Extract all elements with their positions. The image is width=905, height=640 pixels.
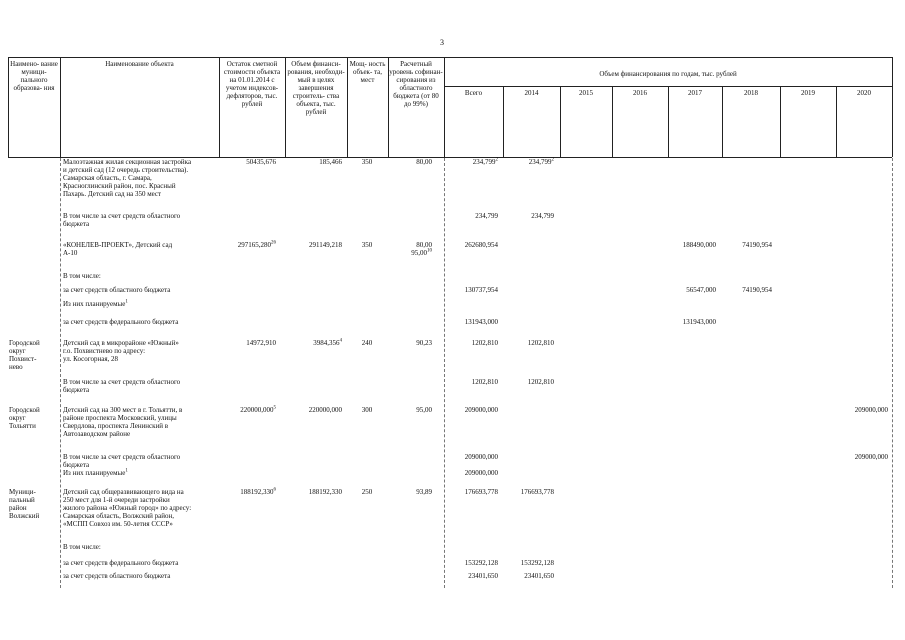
cell-y2018: 74190,954 [742,241,772,249]
header-year-2014: 2014 [524,89,539,97]
header-year-2020: 2020 [857,89,871,97]
footnote-mark: 2 [551,157,554,163]
cell-total: 1202,810 [471,339,498,347]
cell-vol: 220000,000 [308,406,342,414]
cell-vol: 291149,218 [309,241,342,249]
page-number: 3 [440,38,444,47]
cell-lvl: 93,89 [416,488,432,496]
cell-obj: В том числе за счет средств областного бюджета [63,378,181,394]
body-divider [60,158,61,588]
cell-obj: В том числе: [63,272,101,280]
cell-rem: 14972,910 [246,339,276,347]
cell-total: 153292,128 [464,559,498,567]
header-year-2019: 2019 [801,89,815,97]
header-volume: Объем финанси- рования, необходи- мый в целях завершения строитель- ства объекта, тыс. рублей [287,60,345,116]
cell-obj: Детский сад общеразвивающего вида на 250 мест для 1-й очереди застройки жилого района «Южный город» по адресу: Самарская область, Волжский район, «МСПП Совхоз им. 50-летия СССР» [63,488,192,528]
cell-y2020: 209000,000 [854,453,888,461]
header-year-2017: 2017 [688,89,702,97]
footnote-mark: 1 [125,468,128,474]
cell-obj: Из них планируемые$^1$ [63,299,128,308]
cell-vol: 3984,356$^4$ [313,338,342,347]
cell-y2018: 74190,954 [742,286,772,294]
cell-total: 1202,810 [471,378,498,386]
cell-obj: «КОНЕЛЕВ-ПРОЕКТ», Детский сад А-10 [63,241,173,257]
cell-y2014: 1202,810 [527,378,554,386]
cell-total: 131943,000 [464,318,498,326]
cell-lvl: 90,23 [416,339,432,347]
cell-obj: В том числе: [63,543,101,551]
cell-y2014: 23401,650 [524,572,554,580]
cell-total: 234,799 [475,212,498,220]
cell-y2017: 188490,000 [682,241,716,249]
cell-y2014: 234,799 [531,212,554,220]
footnote-mark: 5 [273,405,276,411]
cell-lvl: 95,00 [416,406,432,414]
cell-obj: за счет средств областного бюджета [63,286,171,294]
cell-total: 234,799$^2$ [472,157,498,166]
cell-y2014: 234,799$^2$ [528,157,554,166]
header-year-2018: 2018 [744,89,758,97]
body-divider [892,158,893,588]
cell-total: 262680,954 [464,241,498,249]
cell-total: 209000,000 [464,406,498,414]
cell-rem: 50435,676 [246,158,276,166]
header-year-2016: 2016 [633,89,647,97]
col-border [892,57,893,157]
header-year-total: Всего [464,89,483,97]
body-divider [444,158,445,588]
footnote-mark: 6 [273,487,276,493]
cell-cap: 350 [361,241,373,249]
cell-y2017: 131943,000 [682,318,716,326]
cell-vol: 185,466 [319,158,342,166]
cell-y2014: 176693,778 [520,488,554,496]
cell-obj: за счет средств федерального бюджета [63,318,179,326]
header-municipality: Наимено- вание муници- пального образова- ния [10,60,58,92]
cell-cap: 300 [361,406,373,414]
header-remaining: Остаток сметной стоимости объекта на 01.01.2014 с учетом индексов- дефляторов, тыс. рублей [223,60,281,108]
footnote-mark: 10 [427,248,432,254]
footnote-mark: 1 [125,299,128,305]
header-year-2015: 2015 [579,89,593,97]
header-object: Наименование объекта [105,60,174,68]
cell-vol: 188192,330 [308,488,342,496]
footnote-mark: 2 [495,157,498,163]
cell-obj: В том числе за счет средств областного бюджета [63,212,181,228]
header-level: Расчетный уровень софинан- сирования из областного бюджета (от 80 до 99%) [389,60,443,108]
cell-y2017: 56547,000 [686,286,716,294]
cell-obj: Детский сад в микрорайоне «Южный» г.о. Похвистнево по адресу: ул. Косогорная, 28 [63,339,179,363]
cell-mun: Муници- пальный район Волжский [9,488,40,520]
cell-lvl: 80,00 95,00$^{10}$ [411,241,432,257]
cell-rem: 297165,280$^{26}$ [237,240,276,249]
cell-total: 176693,778 [464,488,498,496]
cell-obj: Малоэтажная жилая секционная застройка и детский сад (12 очередь строительства). Самарская область, г. Самара, Красноглинский район, пос. Красный Пахарь. Детский сад на 350 мест [63,158,192,198]
cell-total: 23401,650 [468,572,498,580]
cell-total: 130737,954 [464,286,498,294]
cell-y2014: 153292,128 [520,559,554,567]
cell-cap: 240 [361,339,373,347]
cell-y2014: 1202,810 [527,339,554,347]
cell-cap: 350 [361,158,373,166]
cell-rem: 188192,330$^6$ [240,487,276,496]
col-border [60,57,61,157]
cell-mun: Городской округ Тольятти [9,406,40,430]
cell-total: 209000,000 209000,000 [464,453,498,477]
cell-obj: В том числе за счет средств областного бюджета Из них планируемые$^1$ [63,453,181,477]
cell-lvl: 80,00 [416,158,432,166]
cell-rem: 220000,000$^5$ [240,405,276,414]
cell-y2020: 209000,000 [854,406,888,414]
cell-obj: Детский сад на 300 мест в г. Тольятти, в районе проспекта Московский, улицы Свердлова, проспекта Ленинский в Автозаводском районе [63,406,183,438]
footnote-mark: 4 [339,338,342,344]
header-capacity: Мощ- ность объек- та, мест [349,60,386,84]
cell-mun: Городской округ Похвист- нево [9,339,40,371]
header-years-group: Объем финансирования по годам, тыс. рублей [599,70,737,78]
cell-cap: 250 [361,488,373,496]
cell-obj: за счет средств областного бюджета [63,572,171,580]
header-top-line [8,57,892,58]
cell-obj: за счет средств федерального бюджета [63,559,179,567]
footnote-mark: 26 [271,240,276,246]
